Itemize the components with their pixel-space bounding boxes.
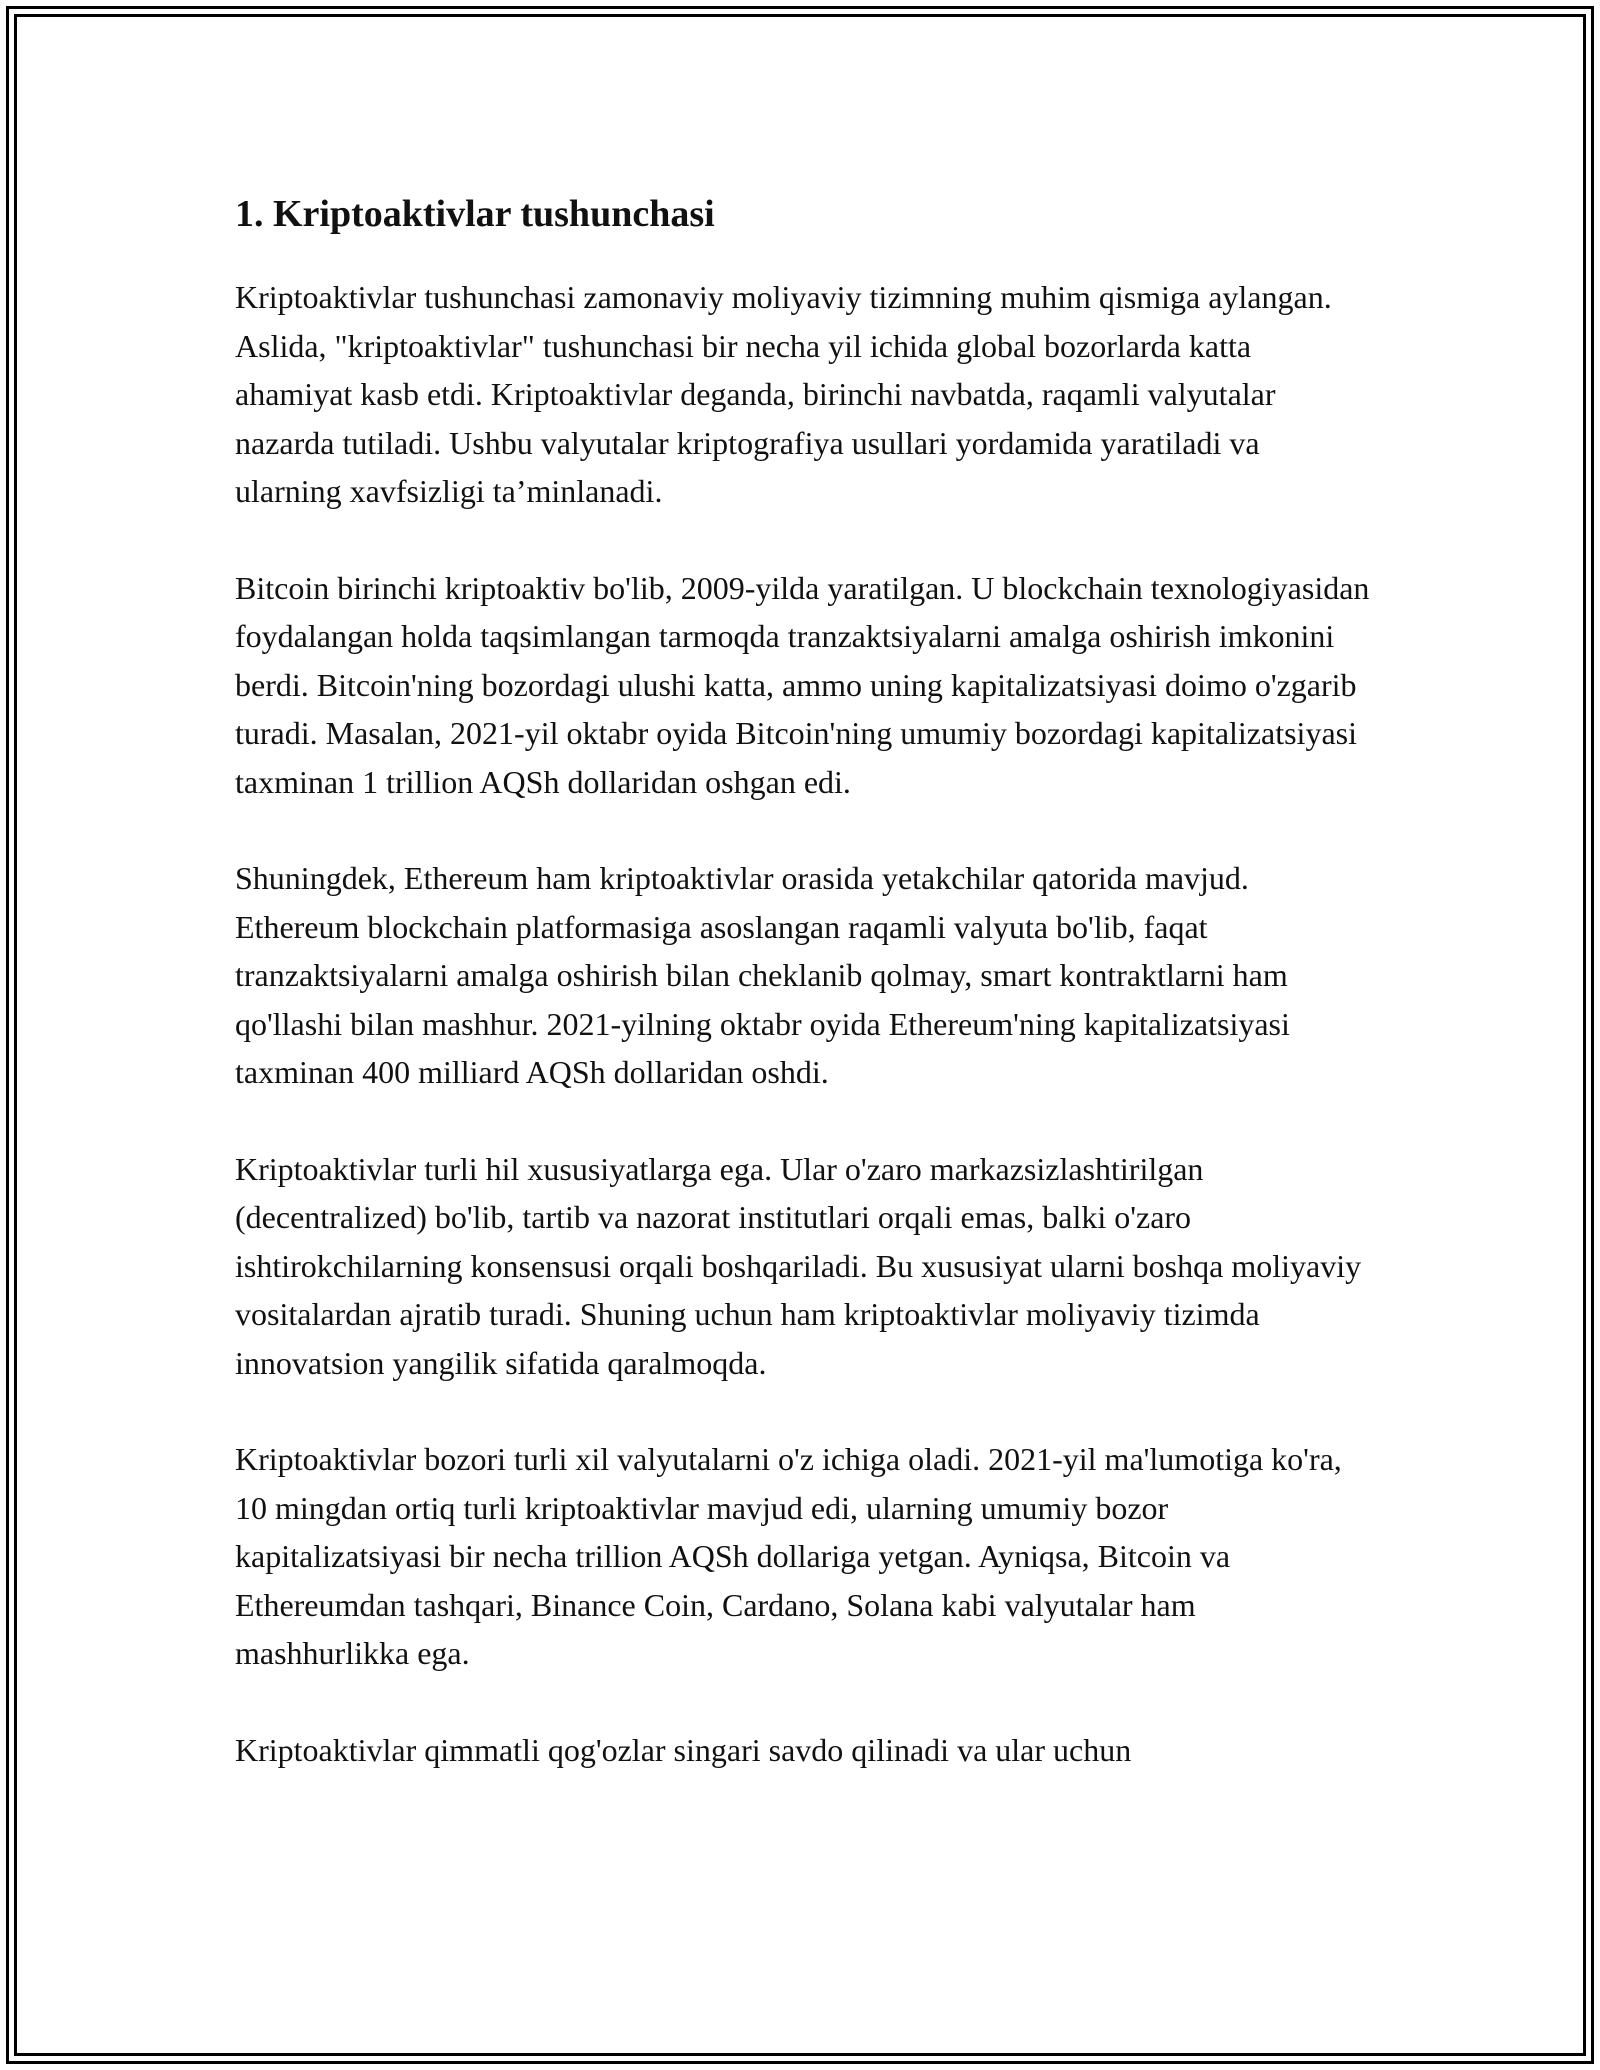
paragraph-1: Kriptoaktivlar tushunchasi zamonaviy moliyaviy tizimning muhim qismiga aylangan. Aslida, "kriptoaktivlar" tushunchasi bir necha yil ichida global bozorlarda katta ahamiyat kasb etdi. Kriptoaktivlar deganda, birinchi navbatda, raqamli valyutalar nazarda tutiladi. Ushbu valyutalar kriptografiya usullari yordamida yaratiladi va ularning xavfsizligi ta’minlanadi. xyxy=(235,279,1332,509)
paragraph-4: Kriptoaktivlar turli hil xususiyatlarga ega. Ular o'zaro markazsizlashtirilgan (decentralized) bo'lib, tartib va nazorat institutlari orqali emas, balki o'zaro ishtirokchilarning konsensusi orqali boshqariladi. Bu xususiyat ularni boshqa moliyaviy vositalardan ajratib turadi. Shuning uchun ham kriptoaktivlar moliyaviy tizimda innovatsion yangilik sifatida qaralmoqda. xyxy=(235,1150,1362,1381)
document-body xyxy=(235,185,1370,1774)
section-heading: 1. Kriptoaktivlar tushunchasi xyxy=(235,193,715,235)
paragraph-6: Kriptoaktivlar qimmatli qog'ozlar singari savdo qilinadi va ular uchun xyxy=(235,1731,1132,1768)
paragraph-3: Shuningdek, Ethereum ham kriptoaktivlar orasida yetakchilar qatorida mavjud. Ethereum blockchain platformasiga asoslangan raqamli valyuta bo'lib, faqat tranzaktsiyalarni amalga oshirish bilan cheklanib qolmay, smart kontraktlarni ham qo'llashi bilan mashhur. 2021-yilning oktabr oyida Ethereum'ning kapitalizatsiyasi taxminan 400 milliard AQSh dollaridan oshdi. xyxy=(235,860,1290,1090)
paragraph-5: Kriptoaktivlar bozori turli xil valyutalarni o'z ichiga oladi. 2021-yil ma'lumotiga ko'ra, 10 mingdan ortiq turli kriptoaktivlar mavjud edi, ularning umumiy bozor kapitalizatsiyasi bir necha trillion AQSh dollariga yetgan. Ayniqsa, Bitcoin va Ethereumdan tashqari, Binance Coin, Cardano, Solana kabi valyutalar ham mashhurlikka ega. xyxy=(235,1441,1342,1671)
paragraph-2: Bitcoin birinchi kriptoaktiv bo'lib, 2009-yilda yaratilgan. U blockchain texnologiyasidan foydalangan holda taqsimlangan tarmoqda tranzaktsiyalarni amalga oshirish imkonini berdi. Bitcoin'ning bozordagi ulushi katta, ammo uning kapitalizatsiyasi doimo o'zgarib turadi. Masalan, 2021-yil oktabr oyida Bitcoin'ning umumiy bozordagi kapitalizatsiyasi taxminan 1 trillion AQSh dollaridan oshgan edi. xyxy=(235,569,1370,800)
